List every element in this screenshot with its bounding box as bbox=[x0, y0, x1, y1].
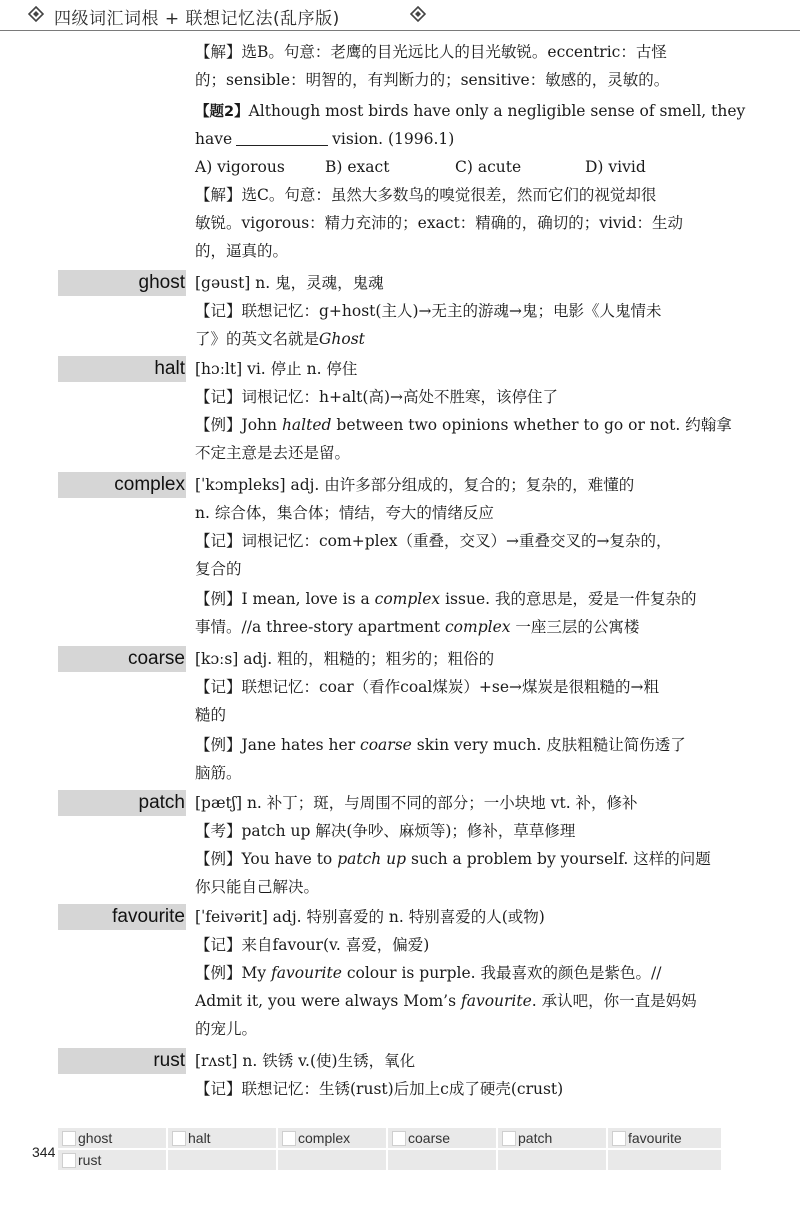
checklist-empty-cell bbox=[168, 1150, 276, 1171]
complex-definition-line-2: n. 综合体，集合体；情结，夸大的情绪反应 bbox=[195, 504, 494, 522]
checklist-item-label: coarse bbox=[408, 1130, 451, 1146]
coarse-memo-line-2: 糙的 bbox=[195, 706, 227, 724]
q2-blank bbox=[236, 131, 328, 146]
patch-exam-line: 【考】patch up 解决(争吵、麻烦等)；修补，草草修理 bbox=[195, 822, 576, 840]
favourite-definition: [ˈfeivərit] adj. 特别喜爱的 n. 特别喜爱的人(或物) bbox=[195, 908, 545, 926]
ghost-memo-line-1: 【记】联想记忆：g+host(主人)→无主的游魂→鬼；电影《人鬼情未 bbox=[195, 302, 662, 320]
checklist-item[interactable] bbox=[498, 1128, 606, 1149]
q2-options bbox=[195, 156, 755, 178]
halt-example-line-2: 不定主意是去还是留。 bbox=[195, 444, 351, 462]
favourite-example-line-1 bbox=[195, 962, 755, 984]
q2-answer-line-3: 的，逼真的。 bbox=[195, 242, 289, 260]
checklist-item[interactable] bbox=[278, 1128, 386, 1149]
q1-answer-line-1: 【解】选B。句意：老鹰的目光远比人的目光敏锐。eccentric：古怪 bbox=[195, 43, 667, 61]
q2-text-vision: vision. (1996.1) bbox=[332, 130, 455, 148]
complex-example-text: 【例】I mean, love is a bbox=[195, 590, 375, 608]
complex-memo-line-1: 【记】词根记忆：com+plex（重叠，交叉）→重叠交叉的→复杂的， bbox=[195, 532, 672, 550]
headword-coarse: coarse bbox=[127, 648, 185, 669]
complex-example-italic: complex bbox=[444, 618, 511, 636]
headword-complex: complex bbox=[114, 474, 185, 495]
ghost-memo-italic: Ghost bbox=[319, 330, 365, 348]
complex-example-text-end: issue. 我的意思是，爱是一件复杂的 bbox=[440, 590, 697, 608]
checklist-item-label: complex bbox=[298, 1130, 351, 1146]
favourite-example-text-end: colour is purple. 我最喜欢的颜色是紫色。// bbox=[341, 964, 662, 982]
coarse-example-text: 【例】Jane hates her bbox=[195, 736, 361, 754]
q2-text: Although most birds have only a negligible sense of smell, they bbox=[248, 102, 746, 120]
favourite-example-text: Admit it, you were always Mom’s bbox=[195, 992, 461, 1010]
q2-text-have: have bbox=[195, 130, 233, 148]
favourite-example-italic: favourite bbox=[271, 964, 342, 982]
q1-answer-line-2: 的；sensible：明智的，有判断力的；sensitive：敏感的，灵敏的。 bbox=[195, 71, 670, 89]
coarse-example-line-2: 脑筋。 bbox=[195, 764, 242, 782]
checkbox-icon[interactable] bbox=[502, 1131, 516, 1146]
coarse-example-line-1 bbox=[195, 734, 755, 756]
favourite-example-italic: favourite bbox=[460, 992, 532, 1010]
complex-memo-line-2: 复合的 bbox=[195, 560, 242, 578]
q2-option-c: C) acute bbox=[455, 158, 522, 176]
checklist-empty-cell bbox=[498, 1150, 606, 1171]
checklist-item-label: rust bbox=[78, 1152, 102, 1168]
q2-option-a: A) vigorous bbox=[195, 158, 285, 176]
rust-definition: [rʌst] n. 铁锈 v.(使)生锈，氧化 bbox=[195, 1052, 416, 1070]
ghost-memo-line-2 bbox=[195, 328, 755, 350]
checkbox-icon[interactable] bbox=[392, 1131, 406, 1146]
favourite-example-text: 【例】My bbox=[195, 964, 272, 982]
complex-example-line-2 bbox=[195, 616, 755, 638]
checkbox-icon[interactable] bbox=[62, 1153, 76, 1168]
q2-answer-line-2: 敏锐。vigorous：精力充沛的；exact：精确的，确切的；vivid：生动 bbox=[195, 214, 684, 232]
checklist-item-label: favourite bbox=[628, 1130, 682, 1146]
ghost-definition: [gəust] n. 鬼，灵魂，鬼魂 bbox=[195, 274, 384, 292]
complex-example-italic: complex bbox=[374, 590, 441, 608]
checkbox-icon[interactable] bbox=[172, 1131, 186, 1146]
patch-example-line-1 bbox=[195, 848, 755, 870]
diamond-ornament-icon bbox=[28, 6, 44, 26]
checklist-item[interactable] bbox=[608, 1128, 721, 1149]
complex-example-line-1 bbox=[195, 588, 755, 610]
complex-example-text-end: 一座三层的公寓楼 bbox=[510, 618, 640, 636]
halt-memo-line-1: 【记】词根记忆：h+alt(高)→高处不胜寒，该停住了 bbox=[195, 388, 558, 406]
q2-line-2 bbox=[195, 128, 755, 150]
halt-example-italic: halted bbox=[281, 416, 332, 434]
headword-ghost: ghost bbox=[138, 272, 185, 293]
headword-patch: patch bbox=[138, 792, 185, 813]
checklist-item[interactable] bbox=[388, 1128, 496, 1149]
checkbox-icon[interactable] bbox=[62, 1131, 76, 1146]
halt-definition: [hɔːlt] vi. 停止 n. 停住 bbox=[195, 360, 358, 378]
q2-label: 【题2】 bbox=[195, 104, 249, 120]
diamond-ornament-icon bbox=[410, 6, 426, 26]
checklist-item-label: patch bbox=[518, 1130, 553, 1146]
q2-answer-line-1: 【解】选C。句意：虽然大多数鸟的嗅觉很差，然而它们的视觉却很 bbox=[195, 186, 657, 204]
headword-rust: rust bbox=[153, 1050, 185, 1071]
coarse-definition: [kɔːs] adj. 粗的，粗糙的；粗劣的；粗俗的 bbox=[195, 650, 495, 668]
page-header bbox=[0, 0, 800, 31]
checklist-item[interactable] bbox=[168, 1128, 276, 1149]
patch-example-italic: patch up bbox=[337, 850, 407, 868]
checklist-empty-cell bbox=[278, 1150, 386, 1171]
checklist-empty-cell bbox=[608, 1150, 721, 1171]
headword-favourite: favourite bbox=[112, 906, 185, 927]
complex-definition: [ˈkɔmpleks] adj. 由许多部分组成的，复合的；复杂的，难懂的 bbox=[195, 476, 635, 494]
page-footer bbox=[0, 1125, 800, 1185]
page-header-title: 四级词汇词根 + 联想记忆法(乱序版) bbox=[54, 9, 340, 29]
checklist-item-label: halt bbox=[188, 1130, 211, 1146]
headword-halt: halt bbox=[154, 358, 185, 379]
checklist-item[interactable] bbox=[58, 1150, 166, 1171]
q2-option-d: D) vivid bbox=[585, 158, 646, 176]
checklist-item-label: ghost bbox=[78, 1130, 113, 1146]
checkbox-icon[interactable] bbox=[282, 1131, 296, 1146]
patch-example-text: 【例】You have to bbox=[195, 850, 338, 868]
complex-example-text: 事情。//a three-story apartment bbox=[195, 618, 445, 636]
coarse-example-italic: coarse bbox=[360, 736, 412, 754]
checklist-item[interactable] bbox=[58, 1128, 166, 1149]
favourite-memo-line-1: 【记】来自favour(v. 喜爱，偏爱) bbox=[195, 936, 430, 954]
halt-example-line-1 bbox=[195, 414, 755, 436]
coarse-example-text-end: skin very much. 皮肤粗糙让简伤透了 bbox=[411, 736, 686, 754]
favourite-example-text-end: . 承认吧，你一直是妈妈 bbox=[531, 992, 697, 1010]
patch-example-line-2: 你只能自己解决。 bbox=[195, 878, 320, 896]
halt-example-text: 【例】John bbox=[195, 416, 282, 434]
checklist-empty-cell bbox=[388, 1150, 496, 1171]
favourite-example-line-3: 的宠儿。 bbox=[195, 1020, 258, 1038]
halt-example-text-end: between two opinions whether to go or not. 约翰拿 bbox=[331, 416, 732, 434]
rust-memo-line-1: 【记】联想记忆：生锈(rust)后加上c成了硬壳(crust) bbox=[195, 1080, 564, 1098]
ghost-memo-text: 了》的英文名就是 bbox=[195, 330, 320, 348]
coarse-memo-line-1: 【记】联想记忆：coar（看作coal煤炭）+se→煤炭是很粗糙的→粗 bbox=[195, 678, 659, 696]
checkbox-icon[interactable] bbox=[612, 1131, 626, 1146]
favourite-example-line-2 bbox=[195, 990, 755, 1012]
patch-definition: [pætʃ] n. 补丁；斑，与周围不同的部分；一小块地 vt. 补，修补 bbox=[195, 794, 638, 812]
patch-example-text-end: such a problem by yourself. 这样的问题 bbox=[406, 850, 711, 868]
q2-line-1 bbox=[195, 100, 755, 123]
page-number: 344 bbox=[32, 1144, 56, 1160]
q2-option-b: B) exact bbox=[325, 158, 390, 176]
